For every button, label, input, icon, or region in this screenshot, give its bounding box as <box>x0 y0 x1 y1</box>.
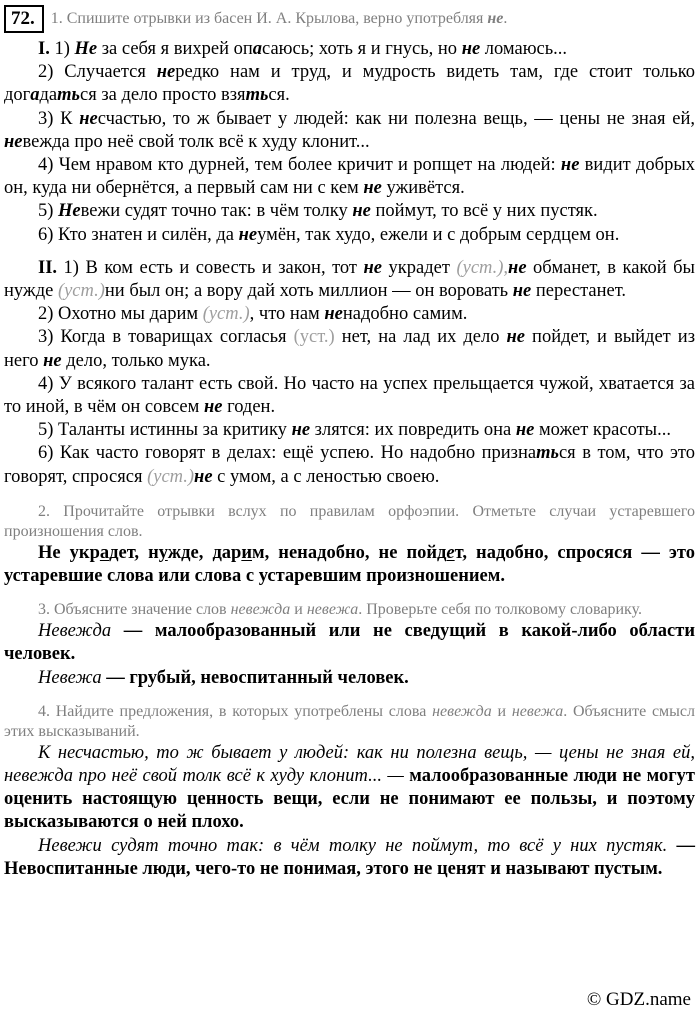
text-run: 6) Кто знатен и силён, да <box>38 224 239 245</box>
text-run: пойдет, и выйдет из него <box>4 327 695 371</box>
fable-item-I-4 <box>4 154 695 200</box>
text-run: Невежда <box>38 621 112 642</box>
text-run: не <box>512 281 532 302</box>
text-run: перестанет. <box>531 281 627 302</box>
text-run: не <box>461 39 481 59</box>
text-run: не <box>43 350 62 371</box>
text-run: не <box>291 420 311 441</box>
text-run: у <box>158 542 168 563</box>
text-run: 1) <box>49 39 75 59</box>
text-run: 5) <box>38 201 59 222</box>
text-run: 4) Чем нравом кто дурней, тем более кричит и ропщет на людей: <box>38 155 561 176</box>
text-run: е <box>446 542 455 563</box>
text-run: невежа <box>306 601 359 619</box>
text-run: 5) Таланты истинны за критику <box>38 420 292 441</box>
text-run: . Объясните смысл этих высказываний. <box>4 702 696 740</box>
fable-item-I-2 <box>4 61 695 107</box>
text-run: не <box>508 257 527 278</box>
text-run: ся за дело просто взя <box>80 85 246 106</box>
exercise-number-badge: 72. <box>4 5 44 33</box>
text-run: злятся: их повредить она <box>310 420 516 441</box>
fable-item-I-6 <box>4 224 695 247</box>
text-run: поймут, то всё у них пустяк. <box>370 201 598 222</box>
text-run: ни был он; а вору дай хоть миллион — он воровать <box>104 281 513 302</box>
text-run: ть <box>57 85 80 106</box>
text-run: а <box>252 39 263 59</box>
text-run: (уст.) <box>147 466 195 487</box>
fable-item-II-3 <box>4 326 695 372</box>
text-run: за себя я вихрей оп <box>97 39 253 59</box>
task-instruction-3 <box>4 600 695 620</box>
text-run: Невежа <box>38 667 102 688</box>
text-run: надобно самим. <box>342 304 468 325</box>
text-run: уживётся. <box>381 178 465 199</box>
text-run: не <box>238 224 258 245</box>
fable-item-II-4 <box>4 373 695 419</box>
copyright: © GDZ.name <box>581 989 691 1011</box>
text-run: редко нам и труд, и мудрость видеть там, где стоит только дог <box>4 62 695 106</box>
text-run: К несчастью, то ж бывает у людей: как ни полезна вещь, — цены не зная ей, невежда про неё свой толк всё к худу клонит... — <box>4 742 695 787</box>
text-run: ломаюсь... <box>480 39 568 59</box>
text-run: видит добрых он, куда ни обернётся, а первый сам ни с кем <box>4 155 696 199</box>
text-run: 3) Когда в товарищах согласья <box>38 327 294 348</box>
text-run: а <box>30 85 40 106</box>
text-run: м, ненадобно, не пойд <box>252 542 447 563</box>
text-run: да <box>39 85 58 106</box>
text-run: (уст.) <box>202 304 250 325</box>
text-run: обманет, в какой бы нужде <box>4 257 695 302</box>
text-run: 4) У всякого талант есть свой. Но часто на успех прельщается чужой, хватается за то иной, в чём он совсем <box>4 373 695 418</box>
answer-task-3-nevezha <box>4 667 695 690</box>
answer-task-2 <box>4 542 695 588</box>
text-run: . Проверьте себя по толковому словарику. <box>358 601 642 619</box>
exercise-header <box>4 5 695 33</box>
text-run: вежда про неё свой толк всё к худу клонит... <box>22 131 370 152</box>
text-run: ся. <box>268 85 290 106</box>
document-body <box>4 38 695 881</box>
text-run: дело, только мука. <box>61 350 211 371</box>
text-run: саюсь; хоть я и гнусь, но <box>262 39 462 59</box>
text-run: не <box>487 10 504 27</box>
task-instruction-2 <box>4 502 695 542</box>
text-run: невежа <box>511 702 564 720</box>
text-run: 3. Объясните значение слов <box>38 601 231 619</box>
text-run: не <box>506 327 526 348</box>
text-run: невежда <box>230 601 291 619</box>
text-run: не <box>203 397 223 418</box>
text-run: умён, так худо, ежели и с добрым сердцем он. <box>257 224 620 245</box>
text-run: II. <box>38 257 58 278</box>
text-run: не <box>515 420 535 441</box>
text-run: 6) Как часто говорят в делах: ещё успею. Но надобно призна <box>38 443 537 464</box>
text-run: — грубый, невоспитанный человек. <box>101 667 409 688</box>
text-run: 4. Найдите предложения, в которых употреблены слова <box>38 702 433 720</box>
fable-item-II-2 <box>4 303 695 326</box>
text-run: не <box>156 62 176 83</box>
text-run: . <box>503 10 508 27</box>
text-run: годен. <box>222 397 276 418</box>
text-run: не <box>194 466 213 487</box>
text-run: не <box>352 201 371 222</box>
text-run: вежи судят точно так: в чём толку <box>80 201 353 222</box>
text-run: жде, дар <box>167 542 242 563</box>
text-run: (уст.) <box>57 281 105 302</box>
text-run: нет, на лад их дело <box>334 327 507 348</box>
text-run: ся в том, что это говорят, спросяся <box>4 443 696 487</box>
answer-task-4-quote-2 <box>4 835 695 881</box>
text-run: а <box>99 542 110 563</box>
fable-item-II-1 <box>4 257 695 303</box>
answer-task-4-quote-1 <box>4 742 695 835</box>
text-run: с умом, а с леностью своею. <box>212 466 440 487</box>
text-run: Не укр <box>38 542 100 563</box>
task-instruction-4 <box>4 702 695 742</box>
text-run: ть <box>536 443 559 464</box>
text-run: , что нам <box>249 304 325 325</box>
text-run: ть <box>245 85 269 106</box>
fable-item-I-3 <box>4 108 695 154</box>
task-instruction-1 <box>44 5 508 29</box>
text-run: невежда <box>432 702 492 720</box>
text-run: 2) Охотно мы дарим <box>38 304 203 325</box>
text-run: — Невоспитанные люди, чего-то не понимая, этого не ценят и называют пустым. <box>4 835 695 879</box>
text-run: 2. Прочитайте отрывки вслух по правилам орфоэпии. Отметьте случаи устаревшего произношения слов. <box>4 502 695 540</box>
text-run: не <box>560 155 580 176</box>
fable-item-I-1 <box>4 38 695 61</box>
text-run: (уст.), <box>456 257 509 278</box>
text-run: может красоты... <box>534 420 671 441</box>
text-run: 1) В ком есть и совесть и закон, тот <box>57 257 364 278</box>
text-run: не <box>324 304 343 325</box>
text-run: не <box>4 131 23 152</box>
text-run: — малообразованный или не сведущий в какой-либо области человек. <box>4 621 695 665</box>
text-run: и <box>491 702 512 720</box>
answer-task-3-nevezhda <box>4 620 695 666</box>
text-run: не <box>79 108 98 129</box>
text-run: малообразованные люди не могут оценить настоящую ценность вещи, если не понимают ее пользы, и поэтому высказываются о ней плохо. <box>4 766 696 833</box>
text-run: I. <box>38 39 50 59</box>
fable-item-II-5 <box>4 419 695 442</box>
text-run: не <box>363 257 383 278</box>
text-run: (уст.) <box>293 327 335 348</box>
fable-item-II-6 <box>4 442 695 488</box>
text-run: Не <box>58 201 81 222</box>
text-run: 3) К <box>38 108 80 129</box>
fable-item-I-5 <box>4 200 695 223</box>
text-run: Невежи судят точно так: в чём толку не поймут, то всё у них пустяк. <box>38 835 668 856</box>
text-run: украдет <box>382 257 457 278</box>
text-run: счастью, то ж бывает у людей: как ни полезна вещь, — цены не зная ей, <box>97 108 696 129</box>
text-run: и <box>241 542 253 563</box>
text-run: т, надобно, спросяся — это устаревшие слова или слова с устаревшим произношением. <box>4 542 695 587</box>
text-run: и <box>290 601 307 619</box>
text-run: 2) Случается <box>38 62 157 83</box>
text-run: не <box>363 178 382 199</box>
text-run: 1. Спишите отрывки из басен И. А. Крылова, верно употребляя <box>50 10 488 27</box>
text-run: дет, н <box>109 542 159 563</box>
text-run: Не <box>74 39 98 59</box>
